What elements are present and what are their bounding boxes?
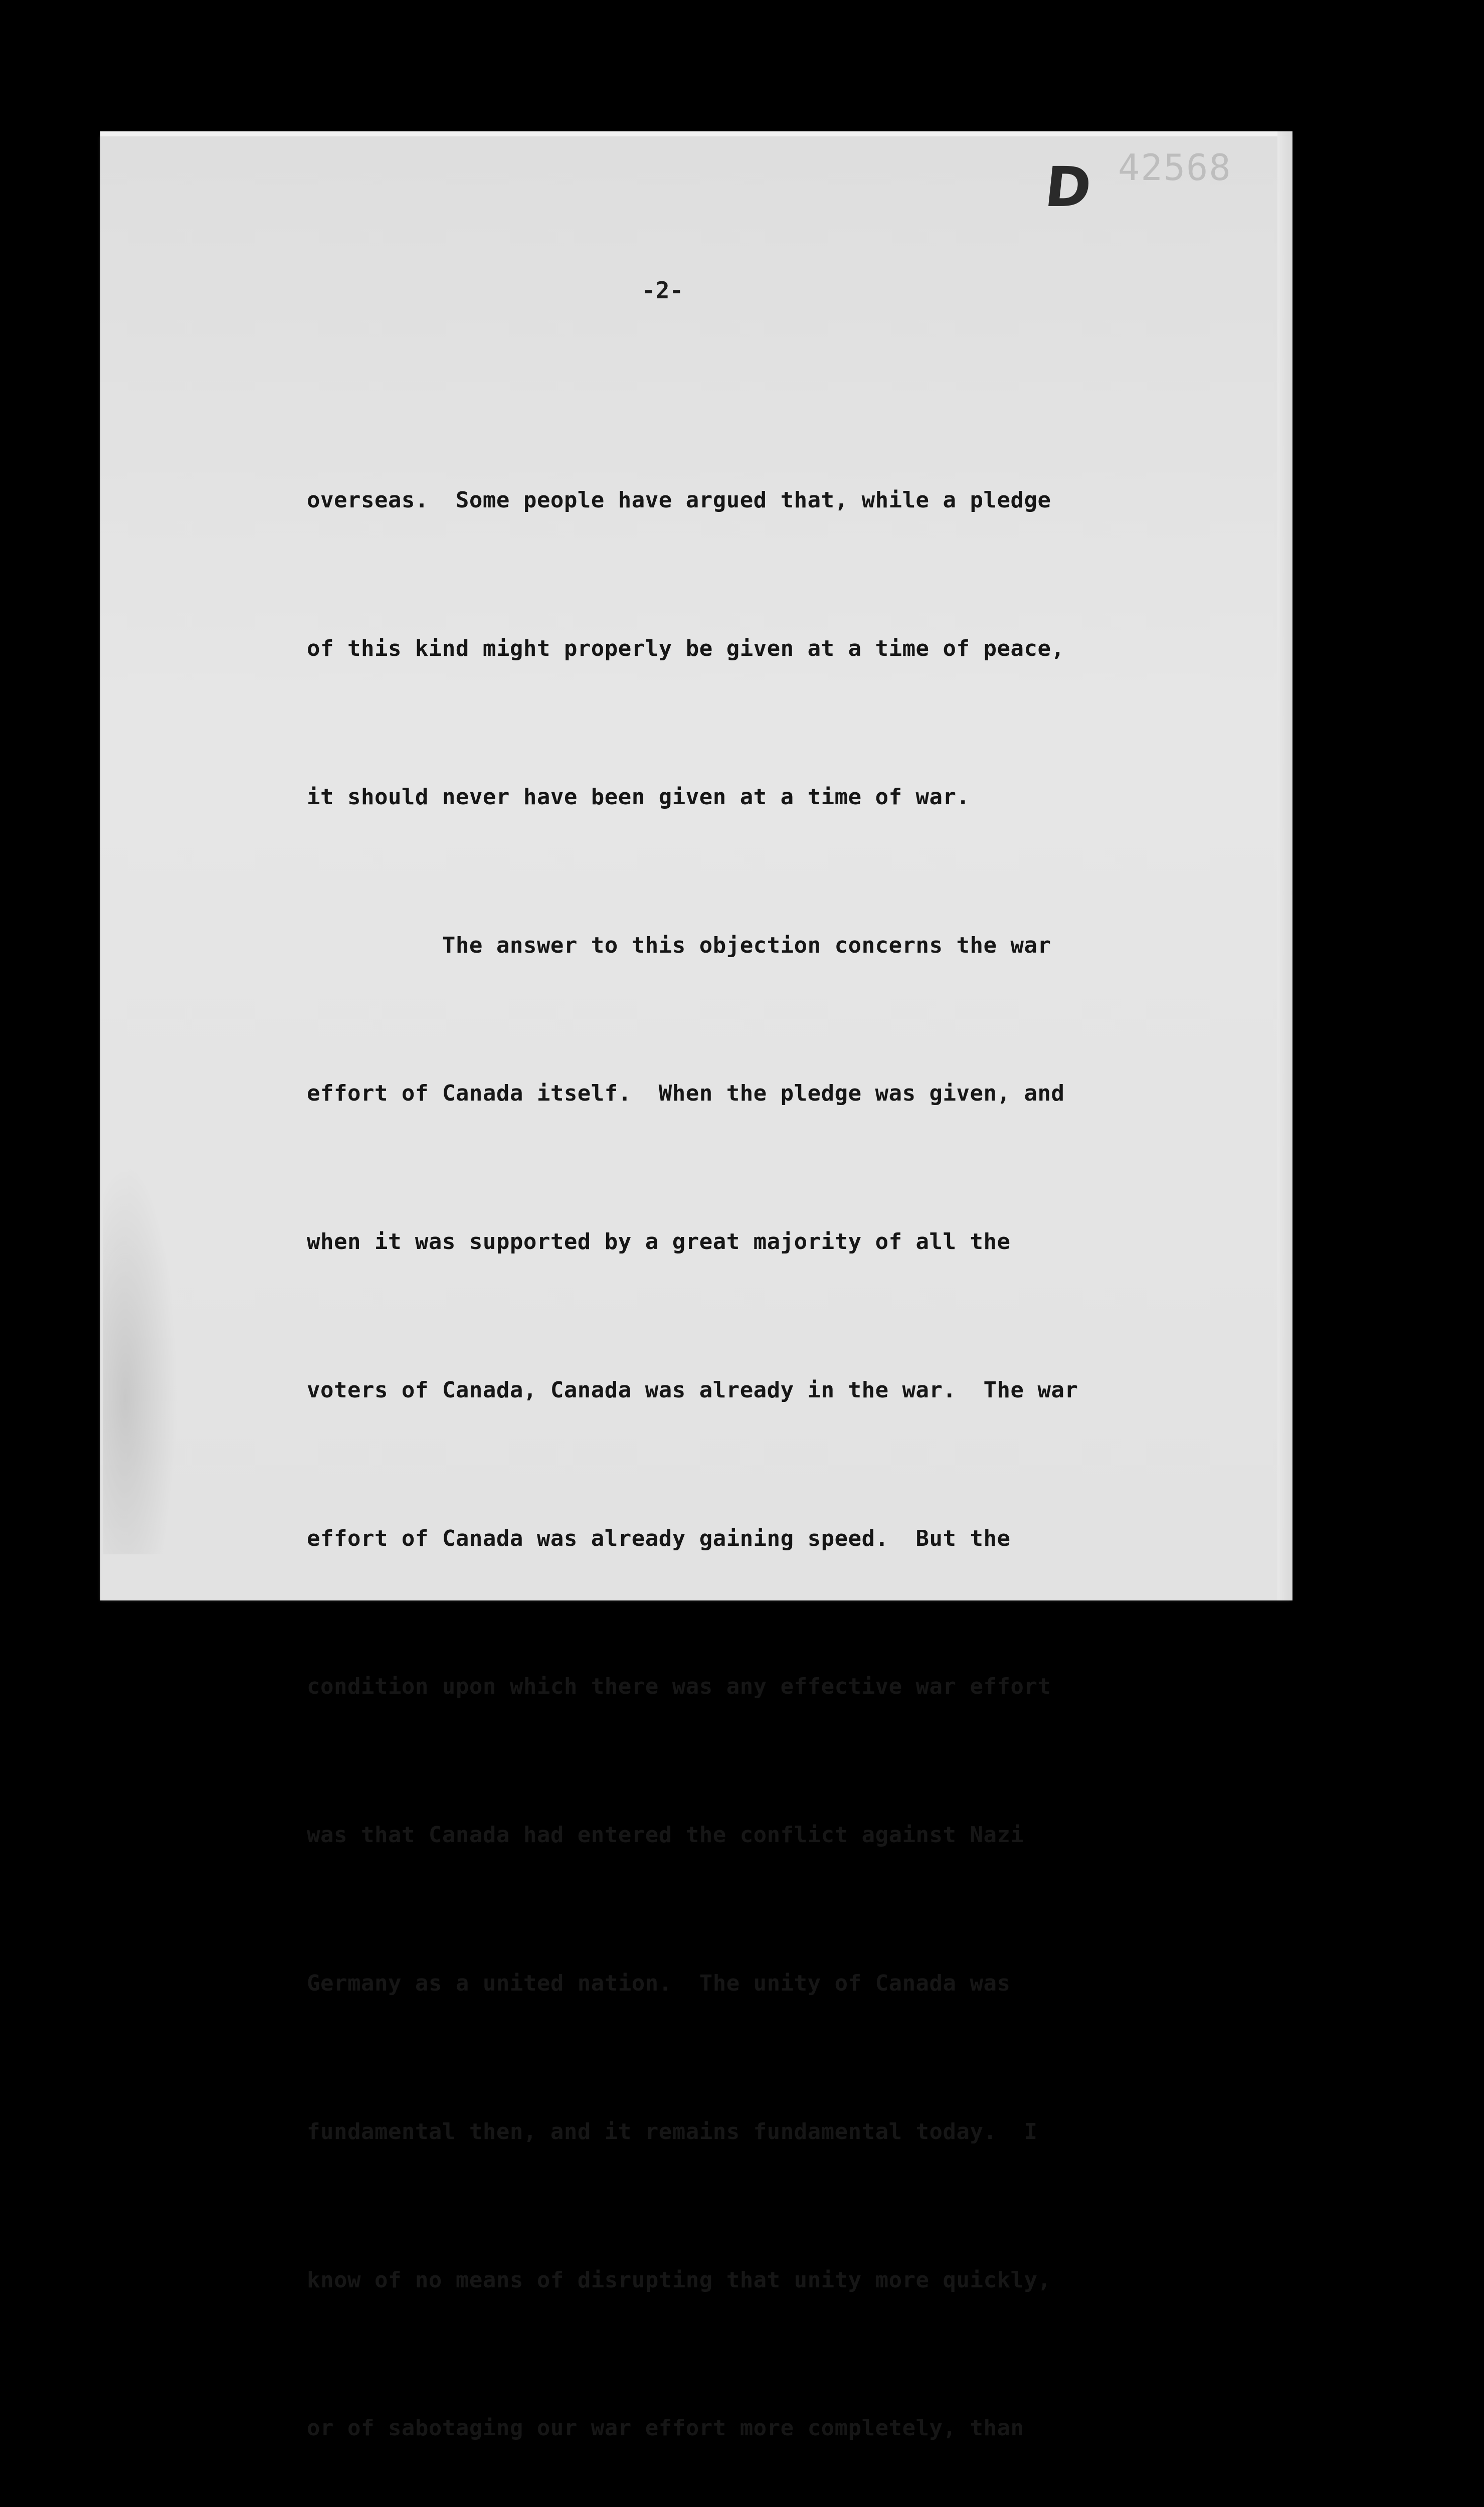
paper-right-edge xyxy=(1277,131,1292,1600)
text-line: it should never have been given at a time of war. xyxy=(307,784,970,810)
page-number: -2- xyxy=(642,277,684,304)
text-line: Germany as a united nation. The unity of Canada was xyxy=(307,1971,1011,1996)
page-smudge xyxy=(103,1163,178,1554)
text-line: know of no means of disrupting that unity more quickly, xyxy=(307,2267,1051,2293)
text-line: condition upon which there was any effective war effort xyxy=(307,1674,1051,1700)
text-line: was that Canada had entered the conflict against Nazi xyxy=(307,1822,1024,1848)
text-line: of this kind might properly be given at a time of peace, xyxy=(307,635,1065,661)
text-line: when it was supported by a great majority of all the xyxy=(307,1229,1011,1255)
body-text xyxy=(307,377,1259,2507)
corner-mark: D xyxy=(1042,155,1095,219)
archive-number: 42568 xyxy=(1118,146,1232,189)
text-line: effort of Canada was already gaining speed. But the xyxy=(307,1525,1011,1551)
text-line: voters of Canada, Canada was already in the war. The war xyxy=(307,1377,1078,1403)
text-line: fundamental then, and it remains fundamental today. I xyxy=(307,2118,1038,2144)
text-line: overseas. Some people have argued that, while a pledge xyxy=(307,487,1051,513)
text-line: effort of Canada itself. When the pledge was given, and xyxy=(307,1081,1065,1107)
text-line: or of sabotaging our war effort more completely, than xyxy=(307,2415,1024,2441)
text-line: The answer to this objection concerns the war xyxy=(307,932,1051,958)
